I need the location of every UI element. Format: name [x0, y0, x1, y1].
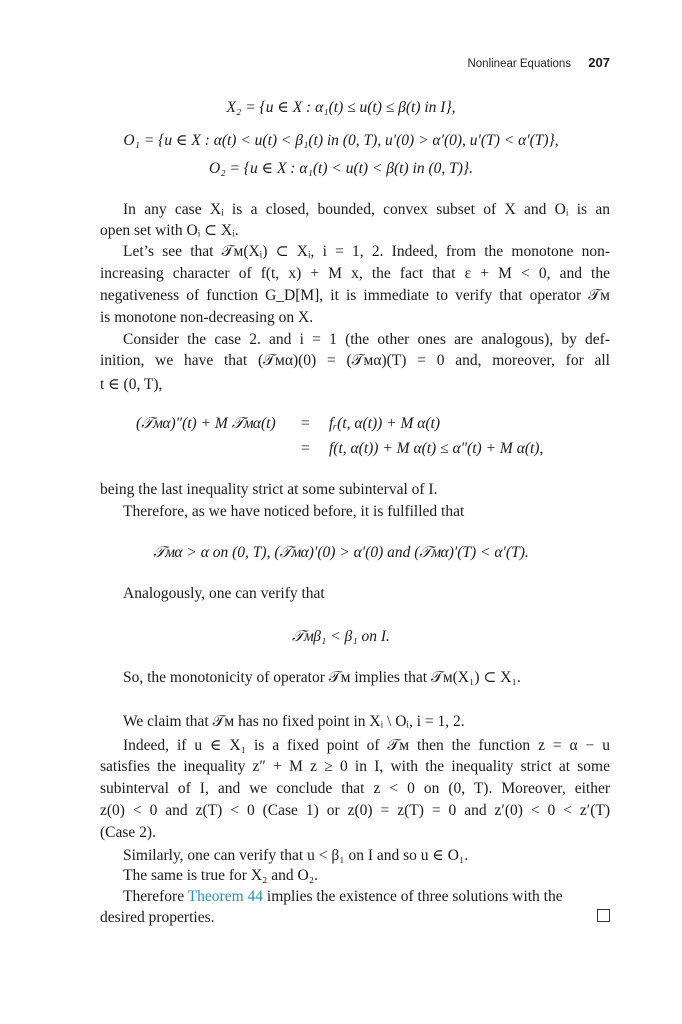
display-set-o2: O₂ = {u ∈ X : α₁(t) < u(t) < β(t) in (0, T)}. — [209, 160, 473, 177]
para9-line3: subinterval of I, and we conclude that z < 0 on (0, T). Moreover, either — [100, 780, 610, 797]
para7: So, the monotonicity of operator 𝒯ᴍ implies that 𝒯ᴍ(X₁) ⊂ X₁. — [123, 669, 521, 686]
section-title: Nonlinear Equations — [467, 58, 572, 70]
para6: Analogously, one can verify that — [123, 585, 325, 602]
para12-before: Therefore — [123, 888, 188, 905]
para3-line2: inition, we have that (𝒯ᴍα)(0) = (𝒯ᴍα)(T) = 0 and, moreover, for all — [100, 352, 610, 369]
para2-line3: negativeness of function G_D[M], it is immediate to verify that operator 𝒯ᴍ — [100, 287, 610, 304]
para1-line2: open set with Oᵢ ⊂ Xᵢ. — [100, 222, 239, 239]
para1-line1: In any case Xᵢ is a closed, bounded, convex subset of X and Oᵢ is an — [123, 201, 610, 218]
para5: Therefore, as we have noticed before, it is fulfilled that — [123, 503, 465, 520]
para9-line5: (Case 2). — [100, 824, 156, 841]
para12-line2: desired properties. — [100, 909, 215, 926]
qed-square-icon — [597, 909, 610, 922]
para11: The same is true for X₂ and O₂. — [123, 867, 319, 884]
eq-row2-sign: = — [301, 440, 310, 457]
display-set-x2: X₂ = {u ∈ X : α₁(t) ≤ u(t) ≤ β(t) in I}, — [226, 99, 456, 116]
para4: being the last inequality strict at some subinterval of I. — [100, 481, 438, 498]
eq-row1-rhs: fᵣ(t, α(t)) + M α(t) — [329, 415, 441, 432]
page-number: 207 — [588, 55, 610, 70]
para12-after: implies the existence of three solutions with the — [263, 888, 563, 905]
para10: Similarly, one can verify that u < β₁ on I and so u ∈ O₁. — [123, 847, 469, 864]
para9-line2: satisfies the inequality z″ + M z ≥ 0 in I, with the inequality strict at some — [100, 758, 610, 775]
para2-line4: is monotone non-decreasing on X. — [100, 309, 314, 326]
para2-line2: increasing character of f(t, x) + M x, the fact that ε + M < 0, and the — [100, 265, 610, 282]
para9-line4: z(0) < 0 and z(T) < 0 (Case 1) or z(0) = z(T) = 0 and z′(0) < 0 < z′(T) — [100, 802, 610, 819]
display-set-o1: O₁ = {u ∈ X : α(t) < u(t) < β₁(t) in (0, T), u′(0) > α′(0), u′(T) < α′(T)}, — [123, 132, 559, 149]
para2-line1: Let’s see that 𝒯ᴍ(Xᵢ) ⊂ Xᵢ, i = 1, 2. Indeed, from the monotone non- — [123, 243, 610, 260]
para12-line1 — [123, 888, 563, 906]
para8: We claim that 𝒯ᴍ has no fixed point in Xᵢ \ Oᵢ, i = 1, 2. — [123, 713, 465, 730]
para3-line3: t ∈ (0, T), — [100, 376, 163, 393]
para9-line1: Indeed, if u ∈ X₁ is a fixed point of 𝒯ᴍ then the function z = α − u — [123, 737, 610, 754]
para3-line1: Consider the case 2. and i = 1 (the other ones are analogous), by def- — [123, 331, 610, 348]
running-header — [467, 55, 610, 71]
eq-row2-rhs: f(t, α(t)) + M α(t) ≤ α″(t) + M α(t), — [329, 440, 544, 457]
theorem-44-link[interactable]: Theorem 44 — [187, 888, 264, 905]
eq-row1-sign: = — [301, 415, 310, 432]
display-ineq1: 𝒯ᴍα > α on (0, T), (𝒯ᴍα)′(0) > α′(0) and (𝒯ᴍα)′(T) < α′(T). — [153, 544, 529, 561]
display-ineq2: 𝒯ᴍβ₁ < β₁ on I. — [292, 628, 390, 645]
eq-row1-lhs: (𝒯ᴍα)″(t) + M 𝒯ᴍα(t) — [136, 415, 276, 432]
